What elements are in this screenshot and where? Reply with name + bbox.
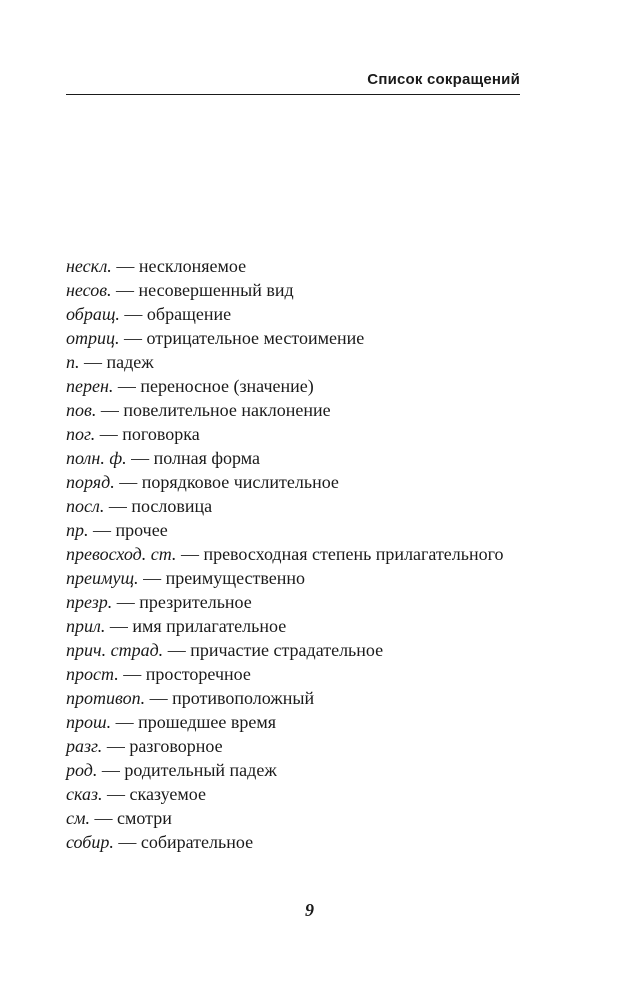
abbreviation-entry [66, 446, 526, 470]
abbreviation-term: прил. [66, 616, 106, 636]
abbreviation-separator: — [119, 304, 147, 324]
abbreviation-entry [66, 662, 526, 686]
abbreviation-term: пр. [66, 520, 89, 540]
page-number: 9 [305, 900, 314, 920]
abbreviation-separator: — [113, 376, 141, 396]
abbreviation-meaning: презрительное [139, 592, 252, 612]
abbreviation-term: прош. [66, 712, 112, 732]
abbreviation-term: собир. [66, 832, 114, 852]
abbreviation-separator: — [102, 784, 130, 804]
abbreviation-separator: — [113, 832, 141, 852]
abbreviation-entry [66, 566, 526, 590]
abbreviation-entry [66, 614, 526, 638]
abbreviation-separator: — [163, 640, 191, 660]
abbreviation-meaning: превосходная степень прилагательного [203, 544, 504, 564]
abbreviation-separator: — [145, 688, 173, 708]
abbreviation-entry [66, 686, 526, 710]
abbreviation-entry [66, 830, 526, 854]
abbreviation-separator: — [138, 568, 166, 588]
abbreviation-separator: — [96, 400, 124, 420]
abbreviation-term: п. [66, 352, 80, 372]
abbreviation-term: полн. ф. [66, 448, 127, 468]
abbreviation-term: отриц. [66, 328, 120, 348]
abbreviation-term: пог. [66, 424, 96, 444]
abbreviation-term: см. [66, 808, 90, 828]
abbreviation-term: нескл. [66, 256, 112, 276]
abbreviation-entry [66, 254, 526, 278]
abbreviation-term: прич. страд. [66, 640, 164, 660]
abbreviation-meaning: разговорное [129, 736, 223, 756]
abbreviation-meaning: смотри [116, 808, 172, 828]
abbreviation-meaning: несовершенный вид [138, 280, 294, 300]
abbreviation-meaning: противоположный [172, 688, 315, 708]
abbreviation-meaning: родительный падеж [124, 760, 277, 780]
abbreviation-meaning: имя прилагательное [132, 616, 287, 636]
abbreviation-meaning: преимущественно [165, 568, 306, 588]
abbreviation-meaning: прочее [115, 520, 168, 540]
abbreviation-meaning: просторечное [145, 664, 251, 684]
abbreviation-separator: — [111, 280, 139, 300]
abbreviation-entry [66, 470, 526, 494]
abbreviation-term: разг. [66, 736, 103, 756]
abbreviation-entry [66, 422, 526, 446]
abbreviation-meaning: поговорка [122, 424, 200, 444]
abbreviation-entry [66, 518, 526, 542]
abbreviation-entry [66, 710, 526, 734]
abbreviation-separator: — [79, 352, 107, 372]
abbreviation-entry [66, 302, 526, 326]
abbreviation-separator: — [126, 448, 154, 468]
abbreviation-meaning: несклоняемое [138, 256, 247, 276]
abbreviation-meaning: отрицательное местоимение [146, 328, 365, 348]
abbreviation-entry [66, 638, 526, 662]
abbreviation-entry [66, 494, 526, 518]
abbreviation-meaning: падеж [106, 352, 154, 372]
abbreviation-term: презр. [66, 592, 113, 612]
abbreviation-meaning: собирательное [140, 832, 254, 852]
abbreviation-entry [66, 326, 526, 350]
abbreviation-separator: — [89, 808, 117, 828]
abbreviation-meaning: порядковое числительное [141, 472, 339, 492]
abbreviation-term: преимущ. [66, 568, 139, 588]
abbreviation-entry [66, 542, 526, 566]
abbreviation-entry [66, 782, 526, 806]
running-header [66, 70, 520, 95]
abbreviation-term: поряд. [66, 472, 115, 492]
abbreviation-meaning: повелительное наклонение [123, 400, 331, 420]
abbreviation-meaning: переносное (значение) [140, 376, 314, 396]
abbreviation-term: обращ. [66, 304, 120, 324]
abbreviation-entry [66, 806, 526, 830]
abbreviation-separator: — [111, 712, 139, 732]
abbreviation-separator: — [102, 736, 130, 756]
abbreviation-term: превосход. ст. [66, 544, 177, 564]
abbreviation-meaning: прошедшее время [138, 712, 276, 732]
abbreviation-list [66, 254, 526, 854]
abbreviation-meaning: причастие страдательное [190, 640, 384, 660]
abbreviation-separator: — [95, 424, 123, 444]
abbreviation-term: несов. [66, 280, 112, 300]
abbreviation-term: противоп. [66, 688, 146, 708]
abbreviation-entry [66, 398, 526, 422]
abbreviation-separator: — [88, 520, 116, 540]
abbreviation-separator: — [118, 664, 146, 684]
abbreviation-separator: — [105, 616, 133, 636]
abbreviation-separator: — [114, 472, 142, 492]
abbreviation-entry [66, 758, 526, 782]
abbreviation-separator: — [97, 760, 125, 780]
abbreviation-term: род. [66, 760, 98, 780]
abbreviation-separator: — [176, 544, 204, 564]
running-header-title: Список сокращений [367, 71, 520, 88]
abbreviation-separator: — [112, 592, 140, 612]
abbreviation-separator: — [104, 496, 132, 516]
abbreviation-term: прост. [66, 664, 119, 684]
abbreviation-entry [66, 374, 526, 398]
abbreviation-separator: — [111, 256, 139, 276]
abbreviation-entry [66, 590, 526, 614]
abbreviation-term: посл. [66, 496, 105, 516]
abbreviation-entry [66, 278, 526, 302]
abbreviation-separator: — [119, 328, 147, 348]
abbreviation-meaning: полная форма [153, 448, 261, 468]
abbreviation-entry [66, 734, 526, 758]
abbreviation-term: пов. [66, 400, 97, 420]
abbreviation-term: перен. [66, 376, 114, 396]
abbreviation-meaning: обращение [146, 304, 232, 324]
abbreviation-meaning: сказуемое [129, 784, 207, 804]
abbreviation-term: сказ. [66, 784, 103, 804]
abbreviation-meaning: пословица [131, 496, 213, 516]
abbreviation-entry [66, 350, 526, 374]
